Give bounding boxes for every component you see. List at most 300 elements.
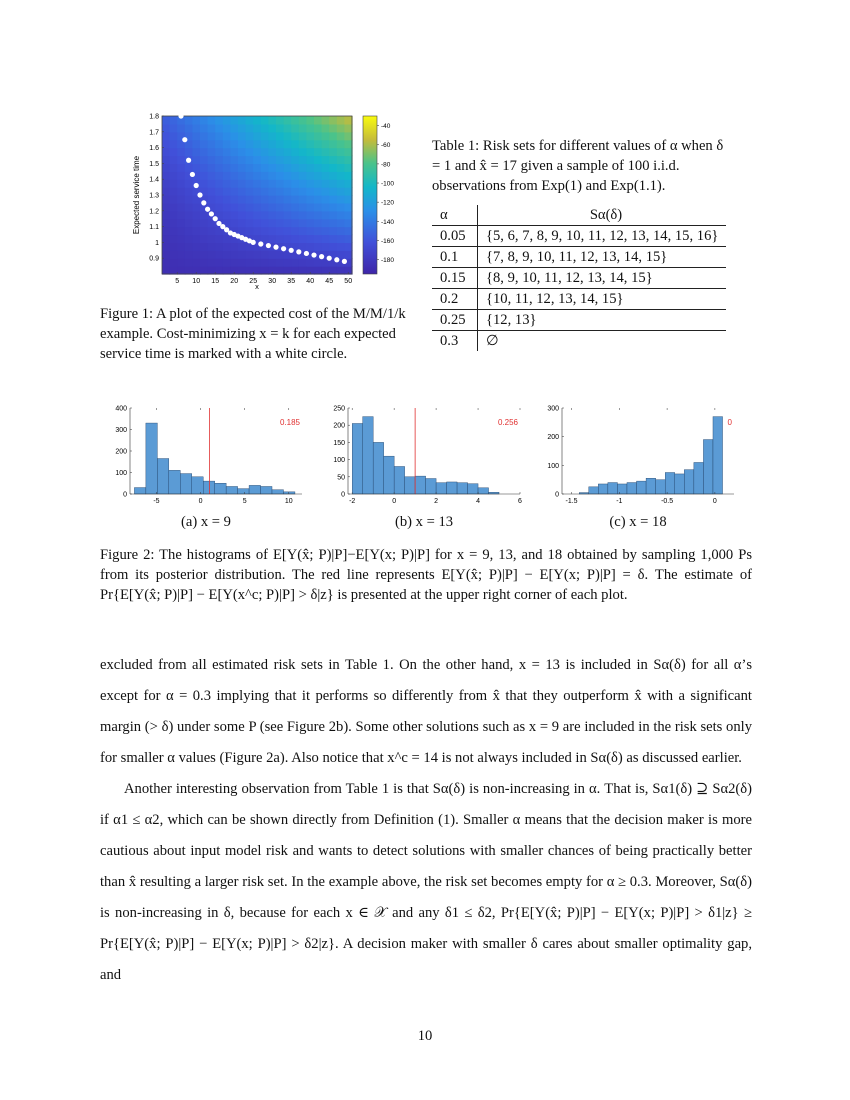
heatmap-cell (284, 163, 292, 172)
histogram-bar (608, 483, 618, 494)
heatmap-cell (162, 266, 170, 275)
heatmap-cell (314, 148, 322, 157)
colorbar-tick-label: -100 (381, 180, 395, 188)
histogram-bar (215, 483, 226, 494)
heatmap-cell (200, 211, 208, 220)
heatmap-cell (215, 266, 223, 275)
heatmap-cell (329, 148, 337, 157)
figure2-caption (100, 545, 752, 605)
heatmap-cell (200, 171, 208, 180)
histogram-bars (579, 417, 722, 494)
heatmap-cell (329, 187, 337, 196)
heatmap-cell (329, 163, 337, 172)
heatmap-cell (170, 266, 178, 275)
heatmap-cell (337, 124, 345, 132)
heatmap-cell (253, 258, 261, 267)
heatmap-cell (170, 163, 178, 172)
heatmap-cell (284, 179, 292, 188)
heatmap-cell (337, 219, 345, 228)
heatmap-cell (306, 156, 314, 165)
heatmap-cell (261, 179, 269, 188)
heatmap-cell (284, 132, 292, 141)
x-tick-label: 40 (306, 278, 315, 285)
heatmap-cell (291, 187, 299, 196)
probability-annotation: 0 (727, 418, 732, 427)
heatmap-cell (329, 156, 337, 165)
heatmap-cell (200, 258, 208, 267)
histogram-bars (134, 423, 295, 494)
y-tick-label: 250 (333, 405, 345, 413)
heatmap-cell (337, 195, 345, 204)
heatmap-cell (230, 116, 238, 125)
heatmap-cell (329, 211, 337, 220)
heatmap-cell (299, 195, 307, 204)
heatmap-cell (276, 235, 284, 244)
heatmap-cell (215, 242, 223, 251)
heatmap-cell (299, 140, 307, 149)
heatmap-cell (344, 156, 352, 165)
heatmap-cell (230, 148, 238, 157)
heatmap-cell (223, 140, 231, 149)
heatmap-cell (284, 195, 292, 204)
heatmap-cell (314, 203, 322, 212)
paragraph-1: excluded from all estimated risk sets in Table 1. On the other hand, x = 13 is included in Sα(δ) for all α’s except for α = 0.3 implying that it performs so differently from x̂ that they outperform x̂ with a significant margin (> δ) under some P (see Figure 2b). Some other solutions such as x = 9 are included in the risk sets only for smaller α values (Figure 2a). Also notice that x^c = 14 is not always included in Sα(δ) as discussed earlier. (100, 657, 752, 766)
heatmap-cell (284, 116, 292, 125)
heatmap-cell (337, 203, 345, 212)
optimal-k-point (213, 216, 218, 221)
histogram-bar (169, 470, 180, 494)
heatmap-cell (246, 203, 254, 212)
histogram-bar (665, 473, 675, 495)
heatmap-cell (185, 258, 193, 267)
y-tick-label: 1.5 (149, 160, 159, 168)
heatmap-cell (215, 116, 223, 125)
heatmap-cell (276, 148, 284, 157)
heatmap-cell (268, 203, 276, 212)
heatmap-cell (314, 163, 322, 172)
heatmap-cell (261, 227, 269, 236)
heatmap-cell (200, 242, 208, 251)
heatmap-cell (170, 211, 178, 220)
header-alpha: α (432, 205, 478, 226)
set-cell: {8, 9, 10, 11, 12, 13, 14, 15} (486, 270, 653, 286)
x-tick-label: 0 (712, 498, 717, 505)
heatmap-cell (223, 203, 231, 212)
optimal-k-point (319, 254, 324, 259)
heatmap-cell (200, 235, 208, 244)
heatmap-cell (208, 179, 216, 188)
heatmap-cell (337, 187, 345, 196)
heatmap-cell (299, 132, 307, 141)
heatmap-cell (314, 132, 322, 141)
page-number: 10 (417, 1028, 433, 1044)
heatmap-cell (208, 266, 216, 275)
heatmap-cell (177, 163, 185, 172)
heatmap-cell (177, 187, 185, 196)
heatmap-cell (291, 219, 299, 228)
alpha-cell: 0.1 (432, 247, 478, 268)
heatmap-cell (253, 179, 261, 188)
heatmap-cell (306, 124, 314, 132)
heatmap-cell (253, 163, 261, 172)
heatmap-cell (306, 203, 314, 212)
heatmap-cell (306, 211, 314, 220)
heatmap-cell (344, 195, 352, 204)
y-tick-label: 100 (115, 470, 127, 477)
heatmap-cell (238, 163, 246, 172)
heatmap-cell (208, 163, 216, 172)
heatmap-cell (230, 266, 238, 275)
set-cell: {10, 11, 12, 13, 14, 15} (486, 291, 624, 307)
histogram-bars (352, 417, 499, 494)
heatmap-cell (208, 250, 216, 258)
alpha-cell: 0.15 (432, 268, 478, 289)
heatmap-cell (223, 171, 231, 180)
heatmap-cell (276, 219, 284, 228)
heatmap-cell (223, 124, 231, 132)
heatmap-cell (276, 227, 284, 236)
heatmap-cell (253, 250, 261, 258)
x-tick-label: -1 (616, 498, 623, 505)
heatmap-cell (238, 203, 246, 212)
heatmap-cell (329, 242, 337, 251)
heatmap-cell (299, 235, 307, 244)
y-tick-label: 50 (337, 474, 345, 482)
heatmap-cell (284, 219, 292, 228)
heatmap-cell (268, 195, 276, 204)
heatmap-cell (170, 148, 178, 157)
y-tick-label: 300 (115, 427, 127, 434)
heatmap-cell (246, 156, 254, 165)
heatmap-cell (299, 148, 307, 157)
heatmap-cell (306, 187, 314, 196)
histogram-bar (598, 484, 608, 494)
heatmap-cell (246, 148, 254, 157)
optimal-k-point (289, 248, 294, 253)
heatmap-cell (299, 171, 307, 180)
heatmap-cell (230, 258, 238, 267)
heatmap-cell (246, 124, 254, 132)
heatmap-cell (223, 148, 231, 157)
figure2-caption-text: Figure 2: The histograms of E[Y(x̂; P)|P]−E[Y(x; P)|P] for x = 9, 13, and 18 obtained by sampling 1,000 Ps from its posterior distribution. The red line represents E[Y(x̂; P)|P] − E[Y(x; P)|P] = δ. The estimate of Pr{E[Y(x̂; P)|P] − E[Y(x^c; P)|P] > δ|z} is presented at the upper right corner of each plot. (100, 547, 752, 603)
heatmap-cell (337, 266, 345, 275)
heatmap-cell (215, 195, 223, 204)
heatmap-cell (276, 140, 284, 149)
heatmap-cell (291, 258, 299, 267)
heatmap-cell (223, 187, 231, 196)
heatmap-cell (299, 124, 307, 132)
heatmap-cell (208, 187, 216, 196)
colorbar-tick-label: -60 (381, 142, 391, 150)
heatmap-cell (276, 211, 284, 220)
heatmap-cell (337, 211, 345, 220)
heatmap-cell (291, 211, 299, 220)
heatmap-cell (314, 258, 322, 267)
heatmap-cell (223, 156, 231, 165)
heatmap-cell (223, 195, 231, 204)
x-tick-label: 15 (211, 278, 220, 285)
heatmap-cell (162, 227, 170, 236)
y-tick-label: 1.1 (149, 224, 159, 232)
heatmap-cell (230, 242, 238, 251)
heatmap-cell (246, 163, 254, 172)
heatmap-cell (230, 179, 238, 188)
heatmap-cell (314, 242, 322, 251)
heatmap-cell (230, 250, 238, 258)
heatmap-cell (238, 250, 246, 258)
heatmap-cell (208, 140, 216, 149)
heatmap-cell (344, 219, 352, 228)
heatmap-cell (192, 148, 200, 157)
heatmap-cell (223, 179, 231, 188)
alpha-cell: 0.2 (432, 289, 478, 310)
histogram-bar (134, 488, 145, 494)
histogram-bar (617, 484, 627, 494)
heatmap-cell (223, 250, 231, 258)
heatmap-cell (306, 171, 314, 180)
heatmap-cell (230, 171, 238, 180)
histogram-x13 (326, 400, 526, 512)
heatmap-cell (208, 156, 216, 165)
heatmap-cells (162, 116, 353, 275)
heatmap-cell (299, 163, 307, 172)
heatmap-cell (192, 227, 200, 236)
heatmap-cell (215, 235, 223, 244)
heatmap-cell (162, 203, 170, 212)
histogram-bar (426, 479, 436, 494)
heatmap-cell (230, 140, 238, 149)
heatmap-cell (246, 211, 254, 220)
heatmap-cell (223, 258, 231, 267)
heatmap-cell (246, 132, 254, 141)
heatmap-cell (192, 132, 200, 141)
subcaption-b: (b) x = 13 (394, 514, 454, 530)
heatmap-cell (223, 242, 231, 251)
heatmap-cell (291, 266, 299, 275)
histogram-bar (180, 474, 191, 494)
heatmap-cell (299, 179, 307, 188)
heatmap-cell (162, 132, 170, 141)
figure1-heatmap (130, 108, 430, 293)
heatmap-cell (200, 132, 208, 141)
heatmap-cell (192, 124, 200, 132)
heatmap-cell (185, 219, 193, 228)
heatmap-cell (170, 235, 178, 244)
heatmap-cell (238, 187, 246, 196)
heatmap-cell (238, 219, 246, 228)
colorbar-tick-label: -140 (381, 218, 395, 226)
heatmap-cell (215, 179, 223, 188)
heatmap-cell (314, 156, 322, 165)
heatmap-cell (200, 156, 208, 165)
optimal-k-point (216, 221, 221, 226)
heatmap-cell (322, 163, 330, 172)
heatmap-cell (337, 116, 345, 125)
heatmap-cell (238, 242, 246, 251)
heatmap-cell (200, 116, 208, 125)
x-tick-label: 35 (287, 278, 296, 285)
heatmap-cell (200, 163, 208, 172)
heatmap-cell (246, 116, 254, 125)
histogram-bar (226, 486, 237, 494)
heatmap-cell (322, 179, 330, 188)
heatmap-cell (314, 187, 322, 196)
heatmap-cell (246, 266, 254, 275)
y-tick-label: 200 (115, 448, 127, 456)
heatmap-cell (162, 195, 170, 204)
heatmap-cell (215, 156, 223, 165)
heatmap-cell (291, 179, 299, 188)
heatmap-cell (344, 163, 352, 172)
table-header-row (432, 205, 726, 226)
heatmap-cell (170, 132, 178, 141)
heatmap-cell (177, 227, 185, 236)
heatmap-cell (162, 187, 170, 196)
histogram-bar (656, 480, 666, 494)
histogram-bar (405, 477, 415, 494)
heatmap-cell (208, 195, 216, 204)
heatmap-xlabel: x (255, 282, 259, 291)
heatmap-cell (185, 187, 193, 196)
heatmap-cell (329, 140, 337, 149)
optimal-k-point (273, 245, 278, 250)
histogram-bar (703, 440, 713, 494)
heatmap-cell (299, 227, 307, 236)
heatmap-cell (253, 227, 261, 236)
histogram-bar (352, 423, 362, 494)
heatmap-cell (261, 219, 269, 228)
heatmap-cell (261, 258, 269, 267)
heatmap-cell (170, 242, 178, 251)
heatmap-cell (208, 116, 216, 125)
heatmap-cell (268, 187, 276, 196)
histogram-bar (238, 489, 249, 494)
heatmap-cell (230, 124, 238, 132)
heatmap-cell (162, 219, 170, 228)
heatmap-cell (268, 163, 276, 172)
histogram-x18 (540, 400, 740, 512)
heatmap-cell (322, 140, 330, 149)
heatmap-cell (268, 140, 276, 149)
heatmap-cell (337, 171, 345, 180)
heatmap-cell (314, 219, 322, 228)
heatmap-cell (344, 242, 352, 251)
histogram-bar (283, 492, 294, 494)
y-tick-label: 1.7 (149, 129, 159, 137)
figure1-caption (100, 304, 422, 364)
heatmap-cell (284, 140, 292, 149)
histogram-bar (694, 462, 704, 494)
heatmap-cell (253, 116, 261, 125)
heatmap-cell (306, 132, 314, 141)
heatmap-cell (185, 148, 193, 157)
y-tick-label: 0 (555, 491, 559, 499)
table-row (432, 247, 726, 268)
heatmap-cell (268, 171, 276, 180)
y-tick-label: 400 (115, 405, 127, 413)
heatmap-cell (284, 187, 292, 196)
heatmap-cell (238, 179, 246, 188)
heatmap-cell (276, 116, 284, 125)
heatmap-cell (230, 163, 238, 172)
heatmap-cell (177, 179, 185, 188)
heatmap-cell (230, 195, 238, 204)
heatmap-cell (322, 124, 330, 132)
heatmap-cell (223, 116, 231, 125)
heatmap-cell (337, 132, 345, 141)
heatmap-cell (177, 148, 185, 157)
heatmap-cell (291, 203, 299, 212)
heatmap-cell (268, 219, 276, 228)
heatmap-cell (246, 227, 254, 236)
heatmap-cell (215, 132, 223, 141)
heatmap-cell (215, 250, 223, 258)
heatmap-cell (322, 156, 330, 165)
heatmap-cell (185, 235, 193, 244)
optimal-k-point (334, 257, 339, 262)
histogram-x9 (108, 400, 308, 512)
table1-caption-text: Table 1: Risk sets for different values of α when δ = 1 and x̂ = 17 given a sample of 100 i.i.d. observations from Exp(1) and Exp(1.1). (432, 138, 724, 194)
heatmap-cell (299, 219, 307, 228)
heatmap-cell (322, 148, 330, 157)
heatmap-cell (208, 242, 216, 251)
heatmap-cell (299, 258, 307, 267)
x-tick-label: 10 (192, 278, 201, 285)
heatmap-cell (329, 203, 337, 212)
x-tick-label: -2 (349, 498, 356, 505)
optimal-k-point (281, 246, 286, 251)
heatmap-cell (215, 203, 223, 212)
heatmap-cell (314, 195, 322, 204)
heatmap-cell (322, 266, 330, 275)
heatmap-cell (177, 250, 185, 258)
optimal-k-point (304, 251, 309, 256)
heatmap-cell (268, 124, 276, 132)
heatmap-cell (268, 132, 276, 141)
y-tick-label: 150 (333, 439, 345, 447)
heatmap-cell (344, 124, 352, 132)
y-tick-label: 0.9 (149, 255, 159, 263)
histogram-bar (447, 482, 457, 494)
y-tick-label: 100 (547, 462, 559, 470)
heatmap-cell (276, 124, 284, 132)
heatmap-cell (230, 211, 238, 220)
heatmap-cell (200, 140, 208, 149)
heatmap-cell (329, 195, 337, 204)
heatmap-cell (314, 211, 322, 220)
heatmap-cell (329, 227, 337, 236)
optimal-k-point (258, 241, 263, 246)
heatmap-cell (238, 171, 246, 180)
y-tick-label: 200 (333, 422, 345, 430)
optimal-k-point (186, 158, 191, 163)
subcaption-a: (a) x = 9 (181, 514, 231, 530)
x-tick-label: 5 (242, 498, 247, 505)
heatmap-cell (344, 116, 352, 125)
heatmap-cell (268, 116, 276, 125)
header-risk-set: Sα(δ) (478, 205, 727, 226)
heatmap-cell (261, 124, 269, 132)
heatmap-cell (246, 171, 254, 180)
heatmap-cell (344, 140, 352, 149)
heatmap-cell (291, 195, 299, 204)
x-tick-label: 2 (434, 498, 439, 505)
heatmap-cell (314, 140, 322, 149)
heatmap-cell (170, 124, 178, 132)
heatmap-cell (230, 156, 238, 165)
y-tick-label: 0 (341, 491, 345, 499)
heatmap-cell (170, 179, 178, 188)
